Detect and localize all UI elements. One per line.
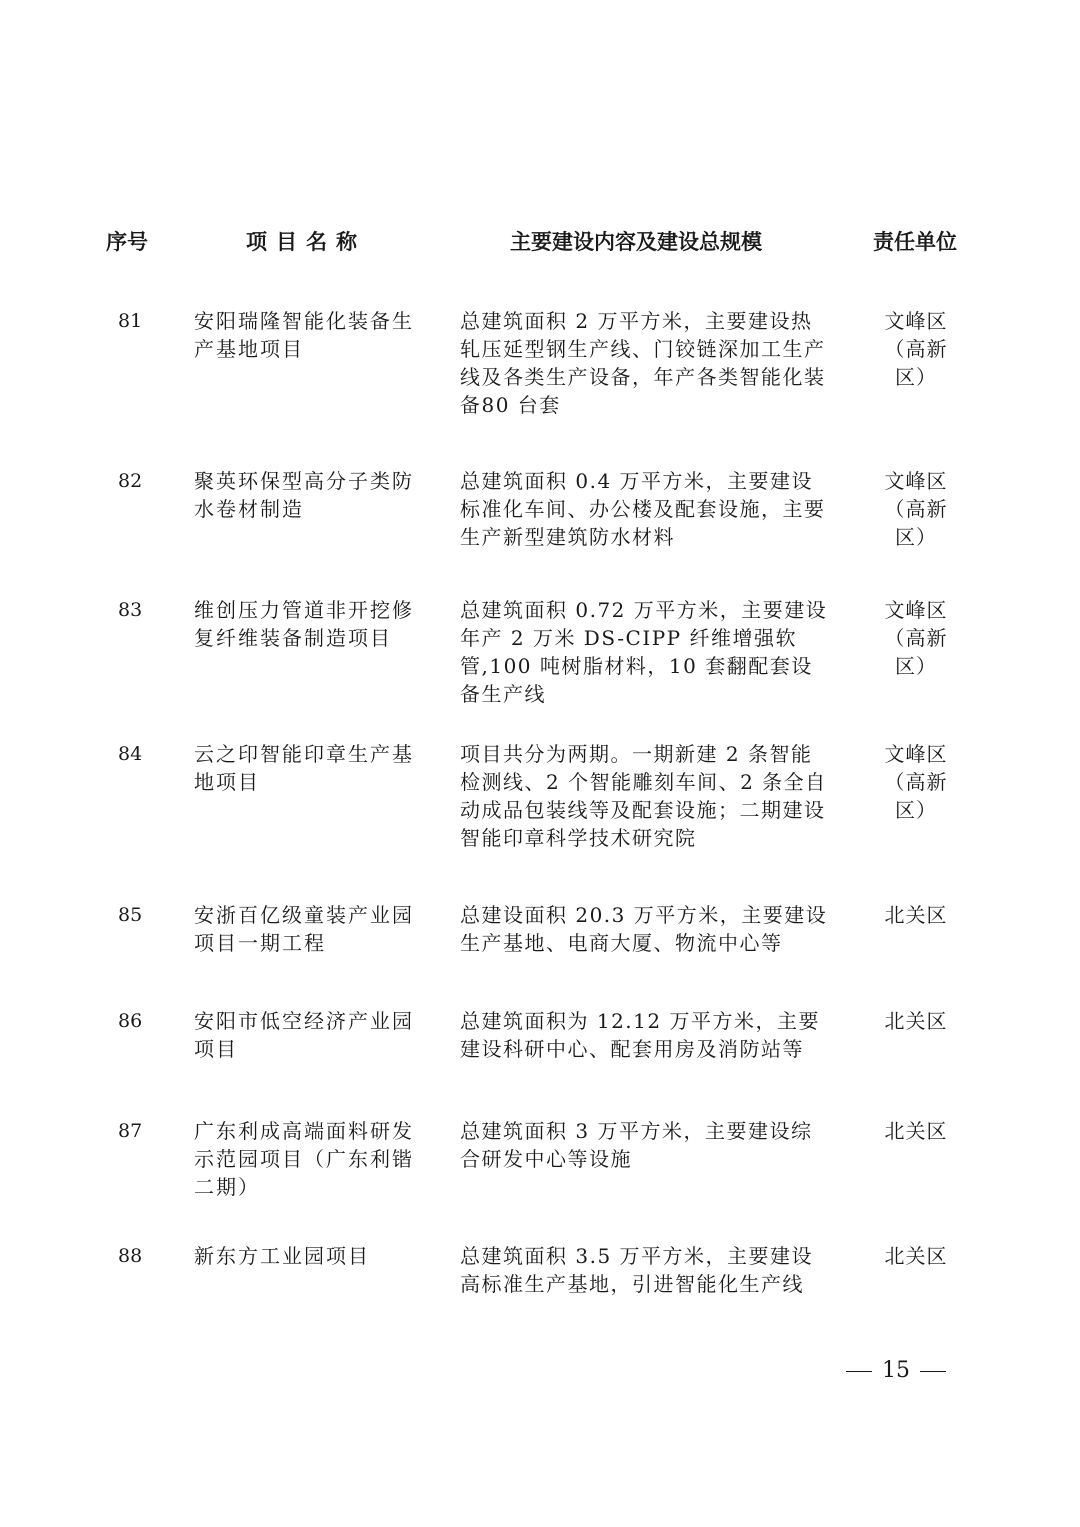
row-seq: 87 [118, 1120, 143, 1142]
table-header [0, 226, 1080, 262]
row-seq: 85 [118, 904, 143, 926]
row-name: 新东方工业园项目 [194, 1244, 370, 1268]
row-content: 项目共分为两期。一期新建 2 条智能检测线、2 个智能雕刻车间、2 条全自动成品包装线等及配套设施；二期建设智能印章科学技术研究院 [460, 742, 827, 850]
row-content: 总建筑面积 0.72 万平方米，主要建设年产 2 万米 DS-CIPP 纤维增强软管,100 吨树脂材料，10 套翻配套设备生产线 [460, 598, 828, 706]
row-name: 安阳瑞隆智能化装备生产基地项目 [194, 309, 414, 361]
row-seq: 88 [118, 1245, 143, 1267]
page-number: 15 [882, 1358, 910, 1383]
row-seq: 83 [118, 599, 143, 621]
row-content: 总建筑面积 3.5 万平方米，主要建设高标准生产基地，引进智能化生产线 [460, 1244, 814, 1296]
row-name: 广东利成高端面料研发示范园项目（广东利锴二期） [194, 1119, 414, 1199]
page-footer [846, 1358, 946, 1383]
row-content: 总建筑面积 0.4 万平方米，主要建设标准化车间、办公楼及配套设施，主要生产新型建筑防水材料 [460, 469, 826, 549]
row-seq: 84 [118, 743, 143, 765]
row-content: 总建筑面积 2 万平方米，主要建设热轧压延型钢生产线、门铰链深加工生产线及各类生产设备，年产各类智能化装备80 台套 [460, 309, 826, 417]
row-unit: 文峰区（高新区） [884, 598, 948, 678]
dash-right [920, 1371, 946, 1372]
row-unit: 北关区 [884, 1119, 948, 1143]
header-unit: 责任单位 [873, 230, 957, 254]
row-name: 维创压力管道非开挖修复纤维装备制造项目 [194, 598, 414, 650]
row-name: 聚英环保型高分子类防水卷材制造 [194, 469, 414, 521]
row-seq: 86 [118, 1010, 143, 1032]
row-content: 总建筑面积 3 万平方米，主要建设综合研发中心等设施 [460, 1119, 813, 1171]
row-name: 安阳市低空经济产业园项目 [194, 1009, 414, 1061]
header-seq: 序号 [106, 230, 148, 254]
row-unit: 北关区 [884, 903, 948, 927]
row-content: 总建筑面积为 12.12 万平方米，主要建设科研中心、配套用房及消防站等 [460, 1009, 820, 1061]
row-unit: 文峰区（高新区） [884, 742, 948, 822]
row-seq: 81 [118, 310, 143, 332]
row-name: 云之印智能印章生产基地项目 [194, 742, 414, 794]
row-seq: 82 [118, 470, 143, 492]
row-unit: 北关区 [884, 1009, 948, 1033]
dash-left [846, 1371, 872, 1372]
row-unit: 文峰区（高新区） [884, 309, 948, 389]
row-unit: 文峰区（高新区） [884, 469, 948, 549]
row-name: 安浙百亿级童装产业园项目一期工程 [194, 903, 414, 955]
row-unit: 北关区 [884, 1244, 948, 1268]
header-content: 主要建设内容及建设总规模 [510, 230, 762, 254]
header-name: 项目名称 [246, 230, 366, 254]
row-content: 总建设面积 20.3 万平方米，主要建设生产基地、电商大厦、物流中心等 [460, 903, 828, 955]
